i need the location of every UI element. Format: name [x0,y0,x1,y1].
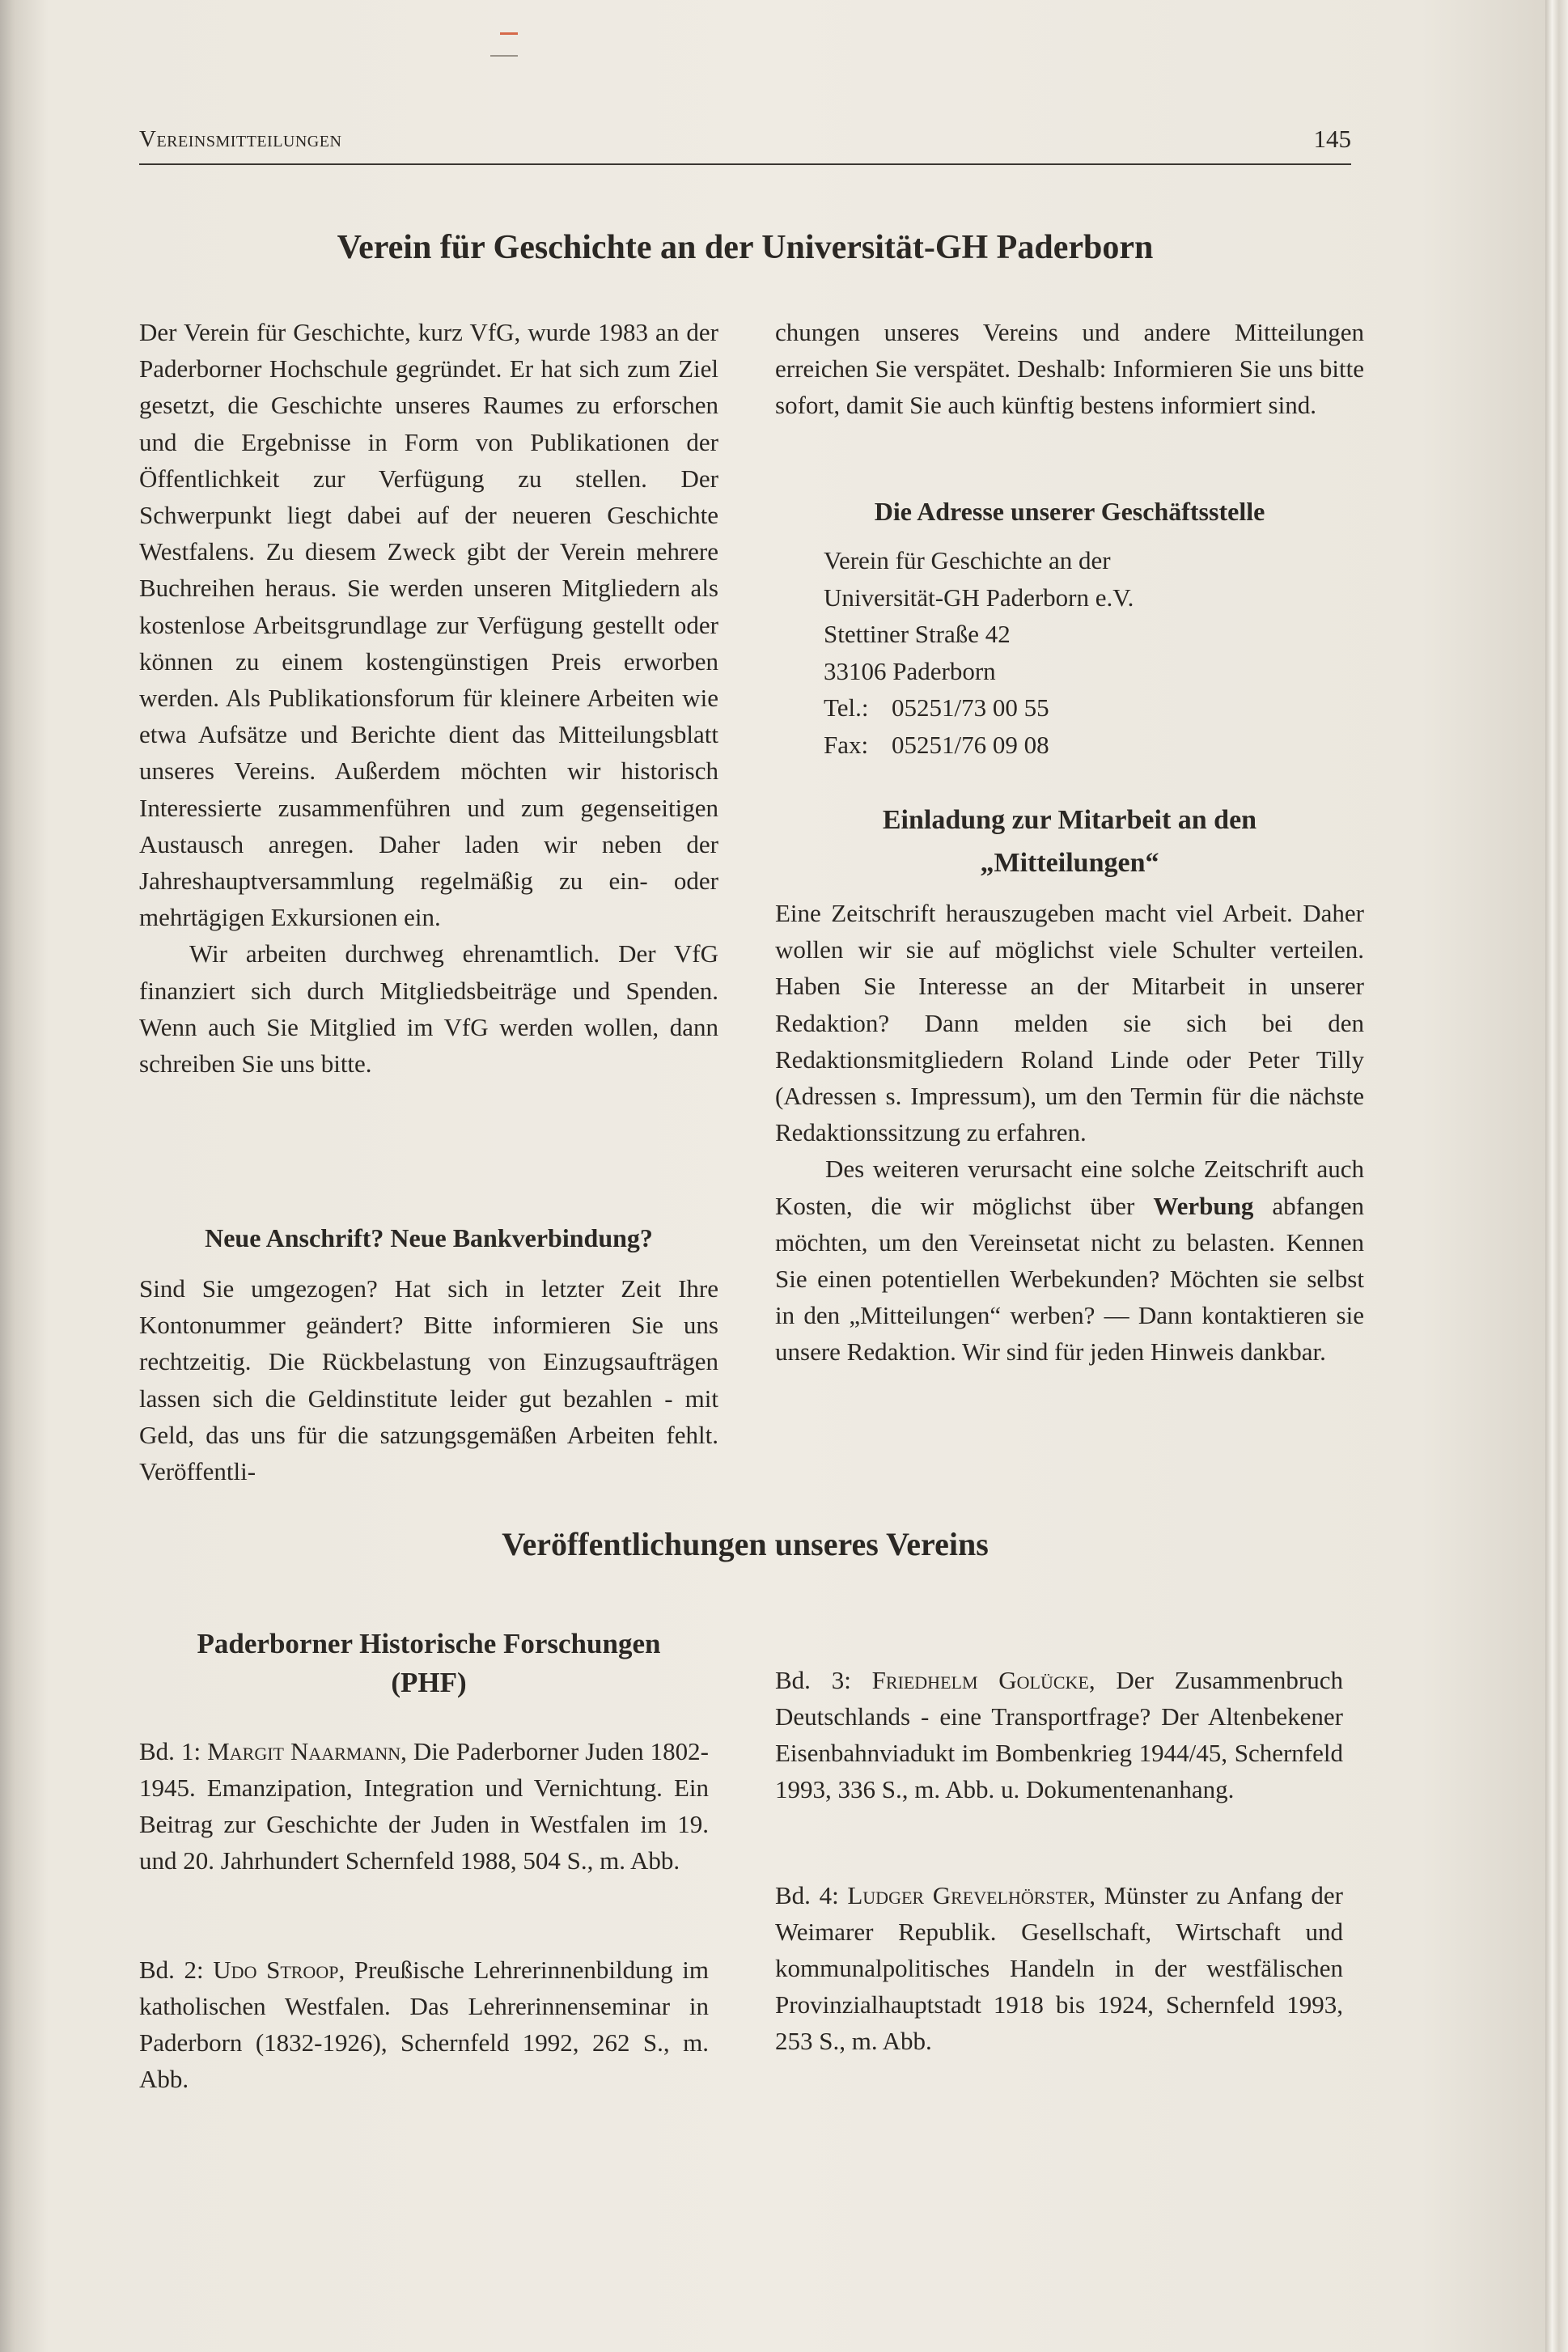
page-title: Verein für Geschichte an der Universität-GH Paderborn [337,229,1154,266]
publication-entry [775,1877,1343,2059]
author-name: Ludger Grevelhörster [847,1881,1090,1909]
volume-number: Bd. 4: [775,1881,839,1909]
change-notice-continuation: chungen unseres Vereins und andere Mitteilungen erreichen Sie verspätet. Deshalb: Informieren Sie uns bitte sofort, damit Sie auch künftig bestens informiert sind. [775,318,1364,420]
invitation-text: Des weiteren verursacht eine solche Zeitschrift auch Kosten, die wir möglichst über [775,1155,1364,1220]
address-heading: Die Adresse unserer Geschäftsstelle [874,497,1265,526]
change-notice-text: Sind Sie umgezogen? Hat sich in letzter Zeit Ihre Kontonummer geändert? Bitte informieren Sie uns rechtzeitig. Die Rückbelastung von Einzugsaufträgen lassen sich die Geldinstitute leider gut bezahlen - mit Geld, das uns für die satzungsgemäßen Arbeiten fehlt. Veröffentli- [139,1274,718,1486]
volume-number: Bd. 1: [139,1737,201,1765]
address-line: Universität-GH Paderborn e.V. [824,583,1134,612]
invitation-heading: Einladung zur Mitarbeit an den [882,805,1257,835]
publication-entry [775,1662,1343,1807]
author-name: Friedhelm Golücke [871,1666,1089,1694]
invitation-body [775,895,1364,1371]
address-street: Stettiner Straße 42 [824,620,1011,648]
page-edge [1545,0,1568,2352]
publication-text: , Die Paderborner Juden 1802-1945. Emanzipation, Integration und Vernichtung. Ein Beitrag zur Geschichte der Juden in Westfalen im 19. und 20. Jahrhundert Schernfeld 1988, 504 S., m. Abb. [139,1737,709,1875]
series-heading: Paderborner Historische Forschungen [197,1628,661,1659]
phone-label: Tel.: [824,693,869,722]
fax-number: 05251/76 09 08 [892,730,1049,759]
author-name: Margit Naarmann [207,1737,401,1765]
publication-text: , Der Zusammenbruch Deutschlands - eine Transportfrage? Der Altenbekener Eisenbahnviadukt im Bombenkrieg 1944/45, Schernfeld 1993, 336 S., m. Abb. u. Dokumentenanhang. [775,1666,1343,1803]
publications-heading: Veröffentlichungen unseres Vereins [502,1526,989,1562]
publication-entry [139,1952,709,2097]
address-block [824,542,1134,763]
publication-text: , Münster zu Anfang der Weimarer Republik. Gesellschaft, Wirtschaft und kommunalpolitisches Handeln in der westfälischen Provinzialhauptstadt 1918 bis 1924, Schernfeld 1993, 253 S., m. Abb. [775,1881,1344,2055]
invitation-heading-2: „Mitteilungen“ [980,848,1159,878]
series-abbreviation: (PHF) [391,1667,467,1698]
publication-entry [139,1733,709,1879]
page-header [139,121,1351,165]
fax-row [824,727,1134,764]
right-column-top [775,314,1364,424]
fax-label: Fax: [824,730,869,759]
change-notice-body [139,1270,718,1490]
invitation-paragraph: Eine Zeitschrift herauszugeben macht viel Arbeit. Daher wollen wir sie auf möglichst viele Schulter verteilen. Haben Sie Interesse an der Mitarbeit in unserer Redaktion? Dann melden sie sich bei den Redaktionsmitgliedern Roland Linde oder Peter Tilly (Adressen s. Impressum), um den Termin für die nächste Redaktionssitzung zu erfahren. [775,899,1364,1147]
advertising-term: Werbung [1153,1191,1254,1220]
intro-paragraph: Der Verein für Geschichte, kurz VfG, wurde 1983 an der Paderborner Hochschule gegründet. Er hat sich zum Ziel gesetzt, die Geschichte unseres Raumes zu erforschen und die Ergebnisse in Form von Publikationen der Öffentlichkeit zur Verfügung zu stellen. Der Schwerpunkt liegt dabei auf der neueren Geschichte Westfalens. Zu diesem Zweck gibt der Verein mehrere Buchreihen heraus. Sie werden unseren Mitgliedern als kostenlose Arbeitsgrundlage zur Verfügung gestellt oder können zu einem kostengünstigen Preis erworben werden. Als Publikationsforum für kleinere Arbeiten wie etwa Aufsätze und Berichte dient das Mitteilungsblatt unseres Vereins. Außerdem möchten wir historisch Interessierte zusammenführen und zum gegenseitigen Austausch anregen. Daher laden wir neben der Jahreshauptversammlung regelmäßig zu ein- oder mehrtägigen Exkursionen ein. [139,318,718,932]
volume-number: Bd. 2: [139,1956,204,1984]
intro-paragraph-2: Wir arbeiten durchweg ehrenamtlich. Der VfG finanziert sich durch Mitgliedsbeiträge und Spenden. Wenn auch Sie Mitglied im VfG werden wollen, dann schreiben Sie uns bitte. [139,939,718,1079]
invitation-text-2: abfangen möchten, um den Vereinsetat nicht zu belasten. Kennen Sie einen potentiellen Werbekunden? Möchten sie selbst in den „Mitteilungen“ werben? — Dann kontaktieren sie unsere Redaktion. Wir sind für jeden Hinweis dankbar. [775,1191,1365,1367]
invitation-paragraph-2 [775,1151,1364,1370]
address-line: Verein für Geschichte an der [824,546,1111,574]
running-head: Vereinsmitteilungen [139,126,342,152]
address-city: 33106 Paderborn [824,656,996,685]
publication-text: , Preußische Lehrerinnenbildung im katholischen Westfalen. Das Lehrerinnenseminar in Paderborn (1832-1926), Schernfeld 1992, 262 S., m. Abb. [139,1956,710,2093]
page-number: 145 [1313,125,1351,153]
phone-row [824,689,1134,727]
print-mark [500,32,518,35]
phone-number: 05251/73 00 55 [892,693,1049,722]
left-column [139,314,718,1082]
print-mark-line [490,55,518,57]
volume-number: Bd. 3: [775,1666,851,1694]
change-notice-heading: Neue Anschrift? Neue Bankverbindung? [205,1223,653,1252]
author-name: Udo Stroop [213,1956,339,1984]
